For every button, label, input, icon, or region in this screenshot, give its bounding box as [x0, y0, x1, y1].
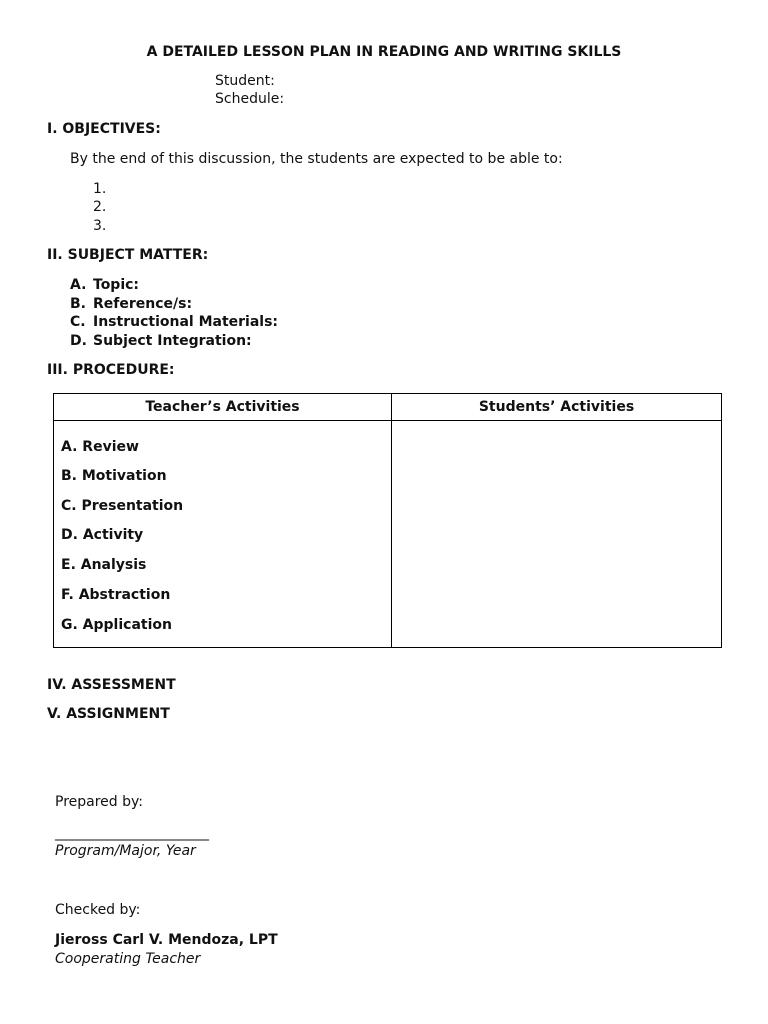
subject-matter-item — [70, 296, 192, 312]
subject-matter-heading: II. SUBJECT MATTER: — [47, 247, 209, 263]
teachers-activities-cell — [54, 421, 392, 648]
teachers-activities-header: Teacher’s Activities — [54, 394, 392, 421]
subject-matter-item — [70, 277, 139, 293]
procedure-step: A. Review — [61, 439, 139, 455]
procedure-step: B. Motivation — [61, 468, 167, 484]
checker-role: Cooperating Teacher — [55, 951, 201, 967]
students-activities-cell — [392, 421, 722, 648]
checked-by-label: Checked by: — [55, 902, 141, 918]
student-label: Student: — [215, 73, 275, 89]
objective-item: 3. — [93, 218, 107, 234]
item-label: Subject Integration: — [93, 333, 252, 349]
assignment-heading: V. ASSIGNMENT — [47, 706, 170, 722]
procedure-heading: III. PROCEDURE: — [47, 362, 175, 378]
objectives-heading: I. OBJECTIVES: — [47, 121, 161, 137]
procedure-step: G. Application — [61, 617, 172, 633]
procedure-step: E. Analysis — [61, 557, 147, 573]
prepared-by-label: Prepared by: — [55, 794, 143, 810]
signature-line: ______________________ — [55, 825, 209, 841]
item-letter: A. — [70, 277, 87, 293]
item-label: Instructional Materials: — [93, 314, 279, 330]
item-letter: D. — [70, 333, 87, 349]
item-letter: B. — [70, 296, 86, 312]
item-letter: C. — [70, 314, 86, 330]
item-label: Topic: — [93, 277, 140, 293]
procedure-step: C. Presentation — [61, 498, 184, 514]
prepared-role: Program/Major, Year — [55, 843, 196, 859]
table-row — [54, 421, 722, 648]
document-title: A DETAILED LESSON PLAN IN READING AND WRITING SKILLS — [146, 44, 622, 60]
checker-name: Jieross Carl V. Mendoza, LPT — [55, 932, 278, 948]
table-header-row — [54, 394, 722, 421]
procedure-step: F. Abstraction — [61, 587, 171, 603]
subject-matter-item — [70, 314, 278, 330]
schedule-label: Schedule: — [215, 91, 285, 107]
subject-matter-item — [70, 333, 252, 349]
objectives-intro: By the end of this discussion, the students are expected to be able to: — [70, 151, 563, 167]
students-activities-header: Students’ Activities — [392, 394, 722, 421]
procedure-table — [53, 393, 722, 648]
objective-item: 1. — [93, 181, 107, 197]
item-label: Reference/s: — [93, 296, 193, 312]
procedure-step: D. Activity — [61, 527, 144, 543]
assessment-heading: IV. ASSESSMENT — [47, 677, 176, 693]
objective-item: 2. — [93, 199, 107, 215]
